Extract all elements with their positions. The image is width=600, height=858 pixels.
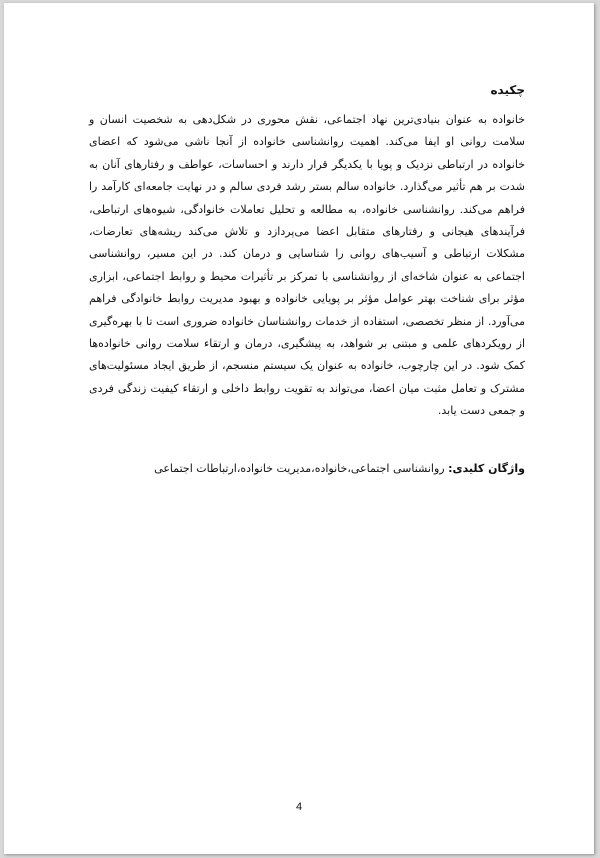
page-number: 4 <box>295 801 303 813</box>
abstract-body: خانواده به عنوان بنیادی‌ترین نهاد اجتماعی، نقش محوری در شکل‌دهی به شخصیت انسان و سلامت روانی او ایفا می‌کند. اهمیت روانشناسی خانواده از آنجا ناشی می‌شود که اعضای خانواده در ارتباطی نزدیک و پویا با یکدیگر قرار دارند و احساسات، عواطف و رفتارهای آنان به شدت بر هم تأثیر می‌گذارد. خانواده سالم بستر رشد فردی سالم و در نهایت جامعه‌ای کارآمد را فراهم می‌کند. روانشناسی خانواده، به مطالعه و تحلیل تعاملات خانوادگی، شیوه‌های ارتباطی، فرآیندهای هیجانی و رفتارهای متقابل اعضا می‌پردازد و تلاش می‌کند ریشه‌های تعارضات، مشکلات ارتباطی و آسیب‌های روانی را شناسایی و درمان کند. در این مسیر، روانشناسی اجتماعی به عنوان شاخه‌ای از روانشناسی با تمرکز بر تأثیرات محیط و روابط اجتماعی، ابزاری مؤثر برای شناخت بهتر عوامل مؤثر بر پویایی خانواده و بهبود مدیریت روابط خانوادگی فراهم می‌آورد. از منظر تخصصی، استفاده از خدمات روانشناسان خانواده ضروری است تا با بهره‌گیری از رویکردهای علمی و مبتنی بر شواهد، به پیشگیری، درمان و ارتقاء سلامت روانی خانواده‌ها کمک شود. در این چارچوب، خانواده به عنوان یک سیستم منسجم، از طریق ایجاد مسئولیت‌های مشترک و تعامل مثبت میان اعضا، می‌تواند به تقویت روابط داخلی و ارتقاء کیفیت زندگی فردی و جمعی دست یابد. <box>89 113 525 418</box>
keywords-label: واژگان کلیدی: <box>448 461 525 475</box>
abstract-section <box>89 83 525 479</box>
abstract-heading: چکیده <box>490 83 525 97</box>
document-page <box>4 3 594 854</box>
keywords-value: روانشناسی اجتماعی،خانواده،مدیریت خانواده،ارتباطات اجتماعی <box>154 461 449 475</box>
keywords-line <box>89 459 525 479</box>
